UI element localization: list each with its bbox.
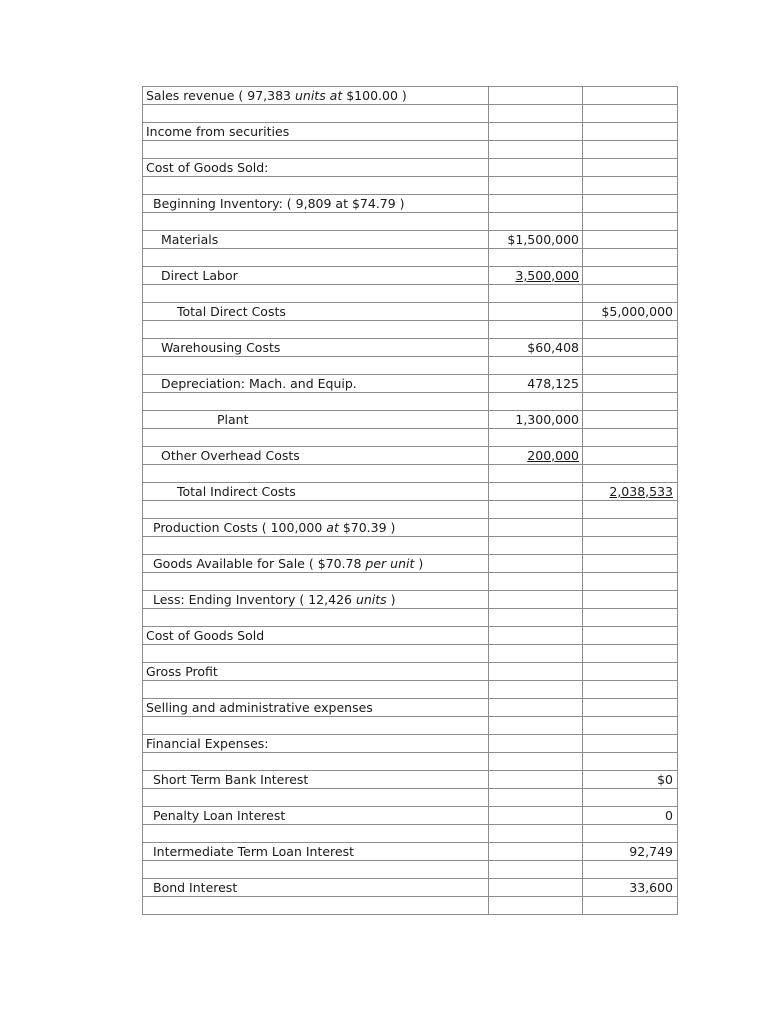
amount-cell: 478,125 bbox=[489, 375, 583, 393]
label-text: Intermediate Term Loan Interest bbox=[153, 843, 355, 859]
spacer-row bbox=[143, 393, 678, 411]
spacer-row bbox=[143, 645, 678, 663]
amount-cell: 200,000 bbox=[489, 447, 583, 465]
table-row bbox=[143, 375, 678, 393]
amount-cell: 3,500,000 bbox=[489, 267, 583, 285]
total-cell bbox=[583, 231, 678, 249]
label-text: Direct Labor bbox=[161, 267, 238, 283]
spacer-row bbox=[143, 177, 678, 195]
label-text: Cost of Goods Sold: bbox=[146, 159, 269, 175]
total-cell bbox=[583, 267, 678, 285]
table-row bbox=[143, 843, 678, 861]
label-text: Income from securities bbox=[146, 123, 290, 139]
total-cell bbox=[583, 699, 678, 717]
row-label bbox=[143, 843, 489, 861]
row-label bbox=[143, 375, 489, 393]
label-text: Cost of Goods Sold bbox=[146, 627, 265, 643]
spacer-row bbox=[143, 357, 678, 375]
table-row bbox=[143, 231, 678, 249]
total-cell bbox=[583, 411, 678, 429]
spacer-row bbox=[143, 753, 678, 771]
total-cell: 33,600 bbox=[583, 879, 678, 897]
label-italic-text: at bbox=[326, 519, 339, 535]
spacer-row bbox=[143, 609, 678, 627]
spacer-row bbox=[143, 897, 678, 915]
table-row bbox=[143, 411, 678, 429]
label-text: $70.39 ) bbox=[338, 519, 396, 535]
row-label bbox=[143, 879, 489, 897]
row-label bbox=[143, 627, 489, 645]
spacer-row bbox=[143, 861, 678, 879]
table-row bbox=[143, 735, 678, 753]
amount-cell: 1,300,000 bbox=[489, 411, 583, 429]
label-text: Short Term Bank Interest bbox=[153, 771, 309, 787]
total-cell: 92,749 bbox=[583, 843, 678, 861]
total-cell bbox=[583, 735, 678, 753]
amount-cell: $60,408 bbox=[489, 339, 583, 357]
table-row bbox=[143, 807, 678, 825]
label-text: Selling and administrative expenses bbox=[146, 699, 373, 715]
table-row bbox=[143, 159, 678, 177]
amount-cell bbox=[489, 87, 583, 105]
label-text: Gross Profit bbox=[146, 663, 218, 679]
label-italic-text: per unit bbox=[365, 555, 415, 571]
label-text: $100.00 ) bbox=[342, 87, 407, 103]
total-cell bbox=[583, 663, 678, 681]
table-row bbox=[143, 879, 678, 897]
table-row bbox=[143, 555, 678, 573]
label-text: Sales revenue ( 97,383 bbox=[146, 87, 295, 103]
spacer-row bbox=[143, 429, 678, 447]
amount-cell bbox=[489, 555, 583, 573]
row-label bbox=[143, 411, 489, 429]
table-row bbox=[143, 303, 678, 321]
label-text: Total Indirect Costs bbox=[177, 483, 296, 499]
total-cell bbox=[583, 87, 678, 105]
total-cell bbox=[583, 519, 678, 537]
spacer-row bbox=[143, 501, 678, 519]
income-statement-table bbox=[142, 86, 678, 915]
row-label bbox=[143, 159, 489, 177]
spacer-row bbox=[143, 213, 678, 231]
table-row bbox=[143, 123, 678, 141]
table-row bbox=[143, 663, 678, 681]
row-label bbox=[143, 519, 489, 537]
total-cell bbox=[583, 339, 678, 357]
amount-cell bbox=[489, 159, 583, 177]
label-italic-text: units at bbox=[294, 87, 343, 103]
row-label bbox=[143, 483, 489, 501]
table-row bbox=[143, 771, 678, 789]
label-text: Total Direct Costs bbox=[177, 303, 286, 319]
spacer-row bbox=[143, 249, 678, 267]
table-row bbox=[143, 591, 678, 609]
label-text: Other Overhead Costs bbox=[161, 447, 300, 463]
table-row bbox=[143, 447, 678, 465]
label-text: ) bbox=[386, 591, 396, 607]
row-label bbox=[143, 663, 489, 681]
amount-cell bbox=[489, 519, 583, 537]
label-text: Plant bbox=[217, 411, 249, 427]
row-label bbox=[143, 123, 489, 141]
label-text: Depreciation: Mach. and Equip. bbox=[161, 375, 357, 391]
spacer-row bbox=[143, 681, 678, 699]
total-cell bbox=[583, 555, 678, 573]
label-text: Warehousing Costs bbox=[161, 339, 281, 355]
amount-cell bbox=[489, 195, 583, 213]
total-cell: 2,038,533 bbox=[583, 483, 678, 501]
total-cell bbox=[583, 591, 678, 609]
table-row bbox=[143, 87, 678, 105]
row-label bbox=[143, 303, 489, 321]
total-cell bbox=[583, 375, 678, 393]
total-cell bbox=[583, 195, 678, 213]
row-label bbox=[143, 771, 489, 789]
spacer-row bbox=[143, 285, 678, 303]
table-row bbox=[143, 267, 678, 285]
total-cell bbox=[583, 447, 678, 465]
amount-cell bbox=[489, 879, 583, 897]
table-row bbox=[143, 483, 678, 501]
label-text: Beginning Inventory: ( 9,809 at $74.79 ) bbox=[153, 195, 405, 211]
label-text: ) bbox=[414, 555, 424, 571]
label-text: Bond Interest bbox=[153, 879, 238, 895]
row-label bbox=[143, 339, 489, 357]
row-label bbox=[143, 591, 489, 609]
table-row bbox=[143, 339, 678, 357]
row-label bbox=[143, 231, 489, 249]
total-cell: $5,000,000 bbox=[583, 303, 678, 321]
row-label bbox=[143, 735, 489, 753]
spacer-row bbox=[143, 825, 678, 843]
label-text: Goods Available for Sale ( $70.78 bbox=[153, 555, 366, 571]
total-cell: 0 bbox=[583, 807, 678, 825]
table-row bbox=[143, 627, 678, 645]
row-label bbox=[143, 699, 489, 717]
row-label bbox=[143, 807, 489, 825]
label-text: Penalty Loan Interest bbox=[153, 807, 286, 823]
amount-cell bbox=[489, 843, 583, 861]
amount-cell bbox=[489, 807, 583, 825]
amount-cell bbox=[489, 771, 583, 789]
spacer-row bbox=[143, 789, 678, 807]
total-cell bbox=[583, 123, 678, 141]
table-row bbox=[143, 519, 678, 537]
label-text: Financial Expenses: bbox=[146, 735, 269, 751]
row-label bbox=[143, 555, 489, 573]
label-text: Materials bbox=[161, 231, 219, 247]
table-row bbox=[143, 699, 678, 717]
spacer-row bbox=[143, 537, 678, 555]
spacer-row bbox=[143, 105, 678, 123]
spacer-row bbox=[143, 141, 678, 159]
row-label bbox=[143, 87, 489, 105]
label-italic-text: units bbox=[355, 591, 387, 607]
total-cell bbox=[583, 159, 678, 177]
total-cell bbox=[583, 627, 678, 645]
amount-cell bbox=[489, 483, 583, 501]
total-cell: $0 bbox=[583, 771, 678, 789]
amount-cell bbox=[489, 663, 583, 681]
row-label bbox=[143, 267, 489, 285]
label-text: Production Costs ( 100,000 bbox=[153, 519, 327, 535]
amount-cell bbox=[489, 303, 583, 321]
spacer-row bbox=[143, 717, 678, 735]
amount-cell bbox=[489, 699, 583, 717]
row-label bbox=[143, 447, 489, 465]
amount-cell bbox=[489, 735, 583, 753]
spacer-row bbox=[143, 321, 678, 339]
amount-cell: $1,500,000 bbox=[489, 231, 583, 249]
label-text: Less: Ending Inventory ( 12,426 bbox=[153, 591, 356, 607]
spacer-row bbox=[143, 465, 678, 483]
spacer-row bbox=[143, 573, 678, 591]
table-row bbox=[143, 195, 678, 213]
row-label bbox=[143, 195, 489, 213]
amount-cell bbox=[489, 123, 583, 141]
amount-cell bbox=[489, 591, 583, 609]
amount-cell bbox=[489, 627, 583, 645]
